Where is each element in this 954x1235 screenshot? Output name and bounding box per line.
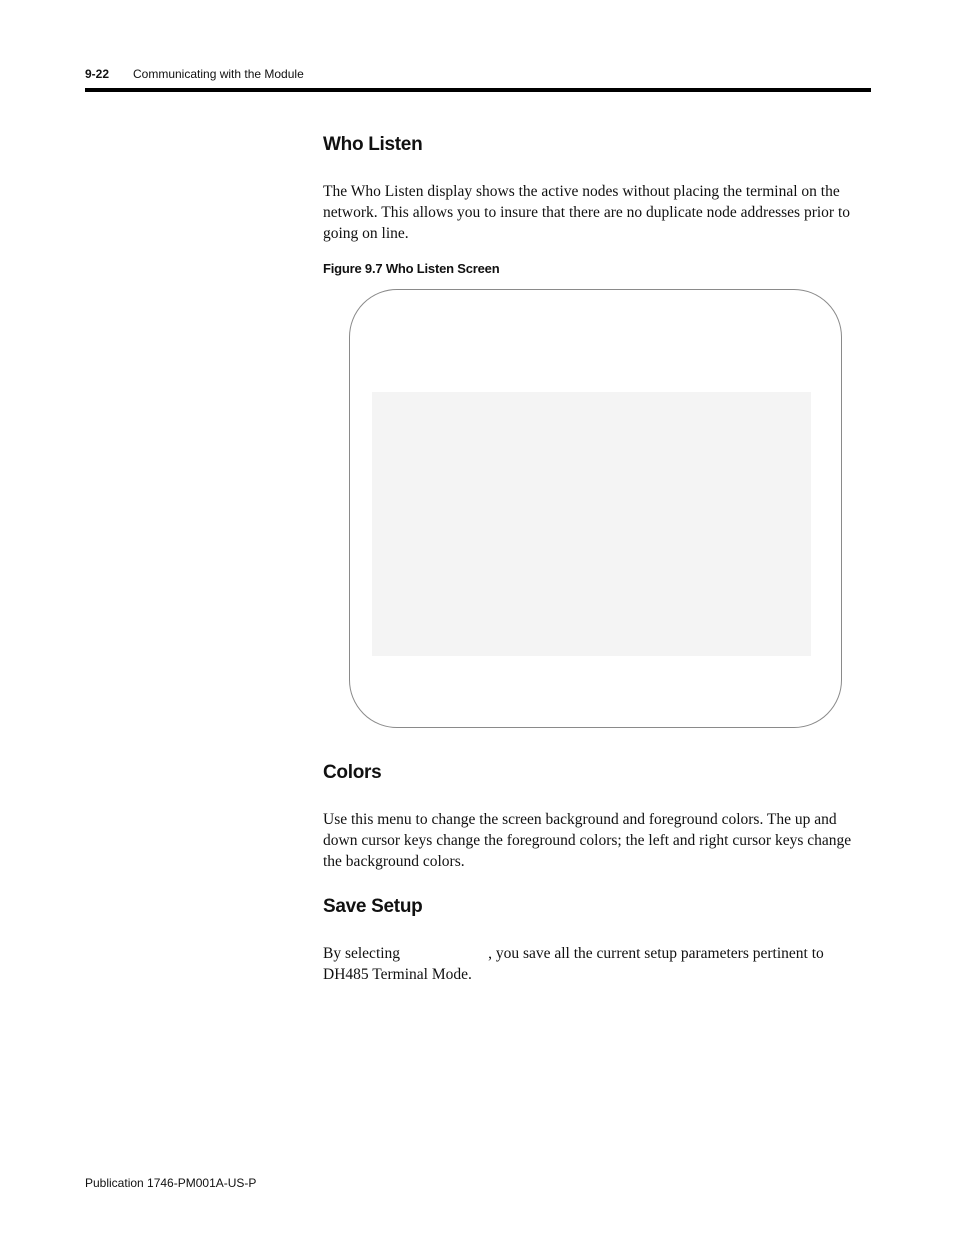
section-heading-save-setup: Save Setup bbox=[323, 896, 423, 917]
page-number: 9-22 bbox=[85, 67, 110, 81]
colors-paragraph: Use this menu to change the screen background and foreground colors. The up and down cursor keys change the foreground colors; the left and right cursor keys change the background colors. bbox=[323, 811, 852, 870]
save-setup-text-start: By selecting bbox=[323, 945, 401, 962]
save-setup-paragraph bbox=[323, 943, 873, 985]
header-rule bbox=[85, 88, 871, 92]
terminal-screen-display bbox=[372, 392, 811, 656]
section-heading-who-listen: Who Listen bbox=[323, 134, 423, 155]
chapter-title: Communicating with the Module bbox=[133, 67, 304, 81]
who-listen-paragraph: The Who Listen display shows the active nodes without placing the terminal on the network. This allows you to insure that there are no duplicate node addresses prior to going on line. bbox=[323, 183, 851, 242]
publication-footer: Publication 1746-PM001A-US-P bbox=[85, 1176, 257, 1190]
save-setup-text-end: , you save all the current setup parameters pertinent to DH485 Terminal Mode. bbox=[323, 945, 824, 983]
section-heading-colors: Colors bbox=[323, 762, 382, 783]
figure-caption: Figure 9.7 Who Listen Screen bbox=[323, 261, 500, 276]
